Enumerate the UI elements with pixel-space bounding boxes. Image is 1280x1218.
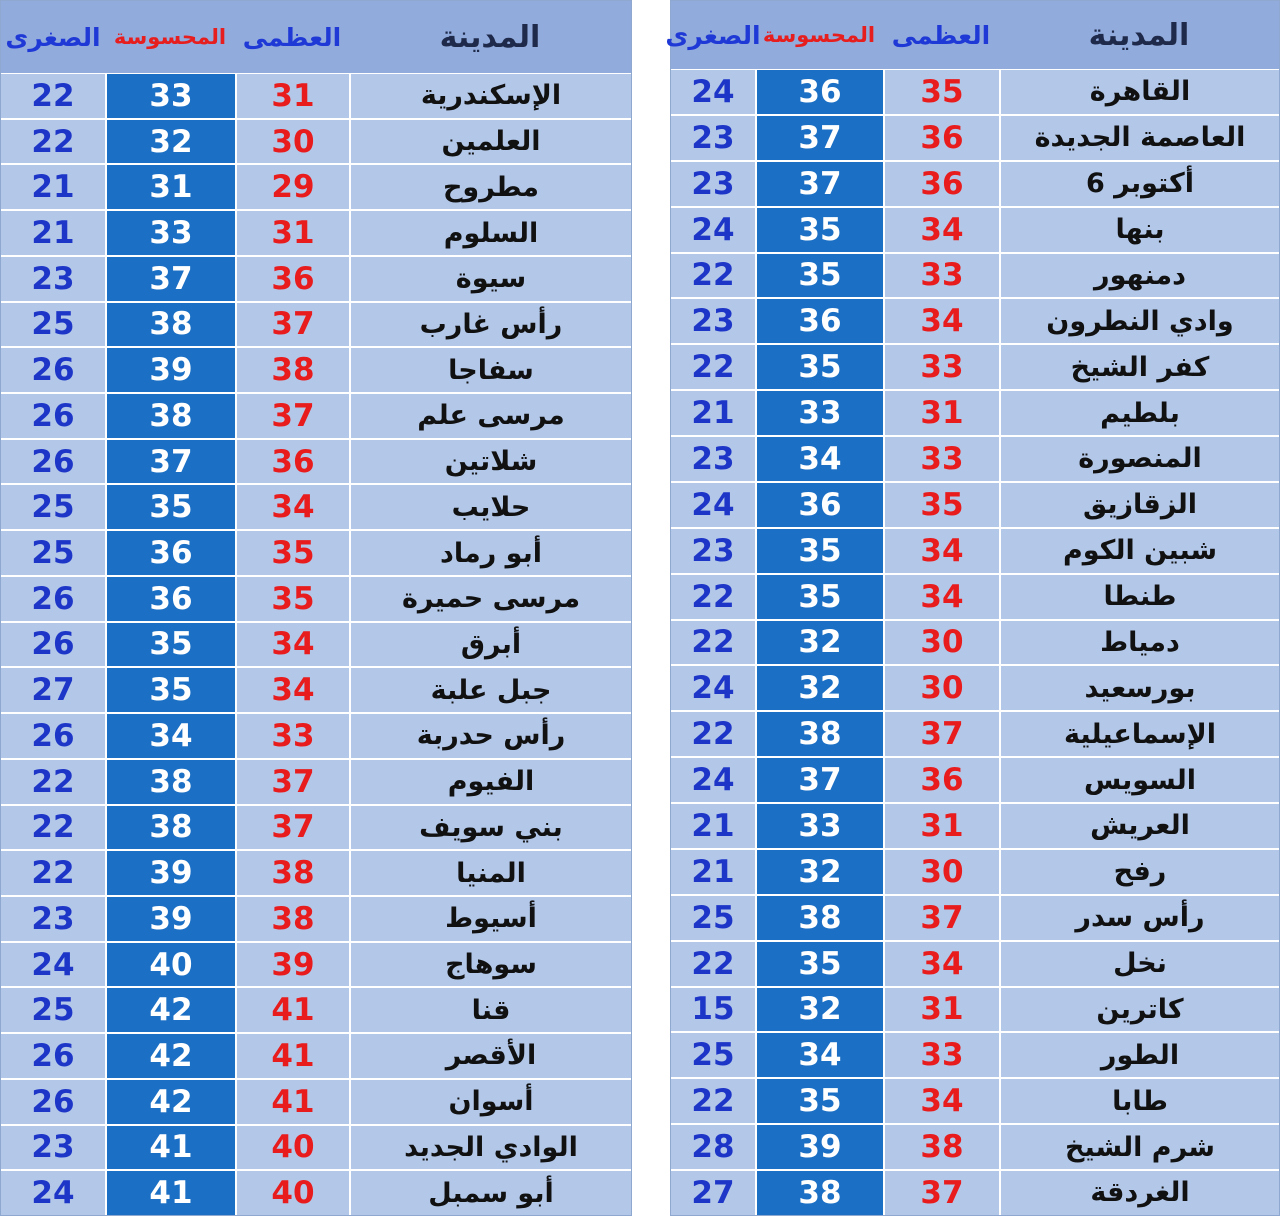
max-temp-cell: 38 (235, 348, 349, 392)
table-row (671, 804, 1279, 850)
max-temp-cell: 36 (235, 257, 349, 301)
table-row (1, 211, 631, 257)
table-row (671, 666, 1279, 712)
right-weather-table (665, 0, 1280, 1216)
table-row (671, 70, 1279, 116)
max-temp-cell: 35 (235, 577, 349, 621)
max-temp-cell: 33 (883, 345, 999, 389)
feels-like-cell: 36 (755, 299, 883, 343)
table-row (1, 1034, 631, 1080)
feels-like-cell: 39 (105, 348, 235, 392)
min-temp-cell: 21 (31, 215, 75, 252)
min-temp-cell: 27 (31, 672, 75, 709)
min-temp-cell: 23 (31, 260, 75, 297)
min-temp-cell: 22 (691, 257, 735, 294)
table-row (671, 391, 1279, 437)
max-temp-cell: 33 (883, 1033, 999, 1077)
table-row (1, 988, 631, 1034)
table-row (1, 668, 631, 714)
city-cell: بلطيم (999, 391, 1279, 435)
city-cell: رأس حدربة (349, 714, 631, 758)
city-cell: الإسماعيلية (999, 712, 1279, 756)
min-temp-cell: 21 (691, 853, 735, 890)
table-body (1, 74, 631, 1215)
min-temp-cell: 22 (31, 855, 75, 892)
table-row (671, 621, 1279, 667)
max-temp-cell: 41 (235, 988, 349, 1032)
min-temp-cell: 22 (691, 716, 735, 753)
feels-like-cell: 36 (755, 483, 883, 527)
table-row (1, 394, 631, 440)
table-row (1, 623, 631, 669)
feels-like-cell: 31 (105, 165, 235, 209)
min-temp-cell: 23 (691, 119, 735, 156)
city-cell: بورسعيد (999, 666, 1279, 710)
city-cell: أبرق (349, 623, 631, 667)
feels-like-cell: 39 (755, 1125, 883, 1169)
min-temp-cell: 21 (31, 169, 75, 206)
feels-like-cell: 39 (105, 851, 235, 895)
max-temp-cell: 35 (883, 70, 999, 114)
feels-like-cell: 39 (105, 897, 235, 941)
city-cell: الطور (999, 1033, 1279, 1077)
feels-like-cell: 32 (755, 666, 883, 710)
max-temp-cell: 30 (883, 666, 999, 710)
max-temp-cell: 31 (235, 211, 349, 255)
max-temp-cell: 38 (883, 1125, 999, 1169)
table-row (671, 254, 1279, 300)
max-temp-cell: 31 (883, 391, 999, 435)
header-city: المدينة (439, 19, 541, 55)
min-temp-cell: 23 (31, 1129, 75, 1166)
feels-like-cell: 33 (755, 391, 883, 435)
feels-like-cell: 37 (755, 116, 883, 160)
feels-like-cell: 34 (105, 714, 235, 758)
min-temp-cell: 25 (31, 306, 75, 343)
feels-like-cell: 36 (755, 70, 883, 114)
table-row (671, 483, 1279, 529)
city-cell: الزقازيق (999, 483, 1279, 527)
min-temp-cell: 26 (31, 626, 75, 663)
min-temp-cell: 26 (31, 717, 75, 754)
min-temp-cell: 25 (31, 489, 75, 526)
table-row (1, 485, 631, 531)
table-row (1, 1171, 631, 1215)
feels-like-cell: 34 (755, 1033, 883, 1077)
city-cell: أسيوط (349, 897, 631, 941)
city-cell: العاصمة الجديدة (999, 116, 1279, 160)
feels-like-cell: 32 (105, 120, 235, 164)
feels-like-cell: 38 (105, 303, 235, 347)
city-cell: وادي النطرون (999, 299, 1279, 343)
feels-like-cell: 35 (755, 529, 883, 573)
table-header (1, 1, 631, 74)
table-row (671, 942, 1279, 988)
max-temp-cell: 41 (235, 1080, 349, 1124)
city-cell: العريش (999, 804, 1279, 848)
city-cell: شرم الشيخ (999, 1125, 1279, 1169)
city-cell: أبو رماد (349, 531, 631, 575)
min-temp-cell: 26 (31, 352, 75, 389)
table-row (1, 303, 631, 349)
max-temp-cell: 34 (883, 208, 999, 252)
feels-like-cell: 40 (105, 943, 235, 987)
min-temp-cell: 23 (691, 165, 735, 202)
city-cell: مطروح (349, 165, 631, 209)
table-row (1, 1126, 631, 1172)
city-cell: بني سويف (349, 806, 631, 850)
max-temp-cell: 35 (235, 531, 349, 575)
min-temp-cell: 22 (691, 945, 735, 982)
city-cell: السويس (999, 758, 1279, 802)
header-city: المدينة (1088, 17, 1190, 53)
feels-like-cell: 32 (755, 988, 883, 1032)
max-temp-cell: 30 (883, 621, 999, 665)
min-temp-cell: 28 (691, 1129, 735, 1166)
max-temp-cell: 33 (883, 254, 999, 298)
max-temp-cell: 34 (883, 575, 999, 619)
table-row (1, 577, 631, 623)
table-row (1, 806, 631, 852)
table-row (671, 1033, 1279, 1079)
table-row (671, 116, 1279, 162)
city-cell: كفر الشيخ (999, 345, 1279, 389)
header-min: الصغرى (5, 22, 101, 52)
table-row (1, 165, 631, 211)
feels-like-cell: 38 (755, 896, 883, 940)
max-temp-cell: 37 (235, 760, 349, 804)
max-temp-cell: 37 (235, 303, 349, 347)
max-temp-cell: 29 (235, 165, 349, 209)
table-header (665, 1, 1279, 70)
max-temp-cell: 37 (235, 394, 349, 438)
min-temp-cell: 23 (31, 900, 75, 937)
feels-like-cell: 35 (755, 254, 883, 298)
city-cell: الوادي الجديد (349, 1126, 631, 1170)
min-temp-cell: 24 (691, 486, 735, 523)
max-temp-cell: 37 (883, 896, 999, 940)
feels-like-cell: 35 (755, 942, 883, 986)
feels-like-cell: 32 (755, 850, 883, 894)
max-temp-cell: 33 (883, 437, 999, 481)
min-temp-cell: 25 (691, 1037, 735, 1074)
table-row (1, 943, 631, 989)
feels-like-cell: 38 (755, 712, 883, 756)
table-row (671, 162, 1279, 208)
feels-like-cell: 41 (105, 1126, 235, 1170)
city-cell: السلوم (349, 211, 631, 255)
min-temp-cell: 24 (31, 946, 75, 983)
city-cell: جبل علبة (349, 668, 631, 712)
min-temp-cell: 22 (691, 624, 735, 661)
table-row (1, 1080, 631, 1126)
feels-like-cell: 35 (105, 668, 235, 712)
feels-like-cell: 38 (105, 806, 235, 850)
feels-like-cell: 37 (755, 162, 883, 206)
header-max: العظمى (891, 20, 991, 50)
max-temp-cell: 34 (883, 529, 999, 573)
city-cell: المنصورة (999, 437, 1279, 481)
city-cell: رأس غارب (349, 303, 631, 347)
city-cell: رفح (999, 850, 1279, 894)
max-temp-cell: 30 (235, 120, 349, 164)
max-temp-cell: 36 (235, 440, 349, 484)
city-cell: دمنهور (999, 254, 1279, 298)
header-feels-like: المحسوسة (762, 23, 876, 47)
min-temp-cell: 24 (691, 670, 735, 707)
min-temp-cell: 22 (691, 1083, 735, 1120)
min-temp-cell: 23 (691, 303, 735, 340)
city-cell: القاهرة (999, 70, 1279, 114)
max-temp-cell: 39 (235, 943, 349, 987)
table-row (671, 850, 1279, 896)
city-cell: دمياط (999, 621, 1279, 665)
min-temp-cell: 22 (691, 578, 735, 615)
feels-like-cell: 37 (105, 257, 235, 301)
table-row (1, 257, 631, 303)
min-temp-cell: 24 (691, 73, 735, 110)
table-row (671, 712, 1279, 758)
min-temp-cell: 25 (691, 899, 735, 936)
max-temp-cell: 40 (235, 1126, 349, 1170)
min-temp-cell: 22 (31, 77, 75, 114)
max-temp-cell: 34 (235, 485, 349, 529)
feels-like-cell: 33 (105, 211, 235, 255)
table-row (1, 531, 631, 577)
city-cell: شبين الكوم (999, 529, 1279, 573)
feels-like-cell: 38 (105, 760, 235, 804)
max-temp-cell: 37 (883, 712, 999, 756)
min-temp-cell: 24 (691, 211, 735, 248)
city-cell: أبو سمبل (349, 1171, 631, 1215)
city-cell: سفاجا (349, 348, 631, 392)
table-row (1, 348, 631, 394)
max-temp-cell: 36 (883, 116, 999, 160)
feels-like-cell: 42 (105, 1080, 235, 1124)
feels-like-cell: 37 (105, 440, 235, 484)
city-cell: نخل (999, 942, 1279, 986)
table-row (1, 120, 631, 166)
table-row (671, 529, 1279, 575)
max-temp-cell: 31 (883, 988, 999, 1032)
min-temp-cell: 26 (31, 1037, 75, 1074)
city-cell: طابا (999, 1079, 1279, 1123)
table-row (1, 897, 631, 943)
feels-like-cell: 37 (755, 758, 883, 802)
min-temp-cell: 26 (31, 443, 75, 480)
feels-like-cell: 42 (105, 988, 235, 1032)
min-temp-cell: 22 (31, 809, 75, 846)
city-cell: 6 أكتوبر (999, 162, 1279, 206)
city-cell: شلاتين (349, 440, 631, 484)
feels-like-cell: 42 (105, 1034, 235, 1078)
table-row (671, 575, 1279, 621)
city-cell: الغردقة (999, 1171, 1279, 1215)
city-cell: قنا (349, 988, 631, 1032)
city-cell: حلايب (349, 485, 631, 529)
min-temp-cell: 15 (691, 991, 735, 1028)
feels-like-cell: 35 (755, 575, 883, 619)
min-temp-cell: 24 (691, 762, 735, 799)
table-row (1, 760, 631, 806)
table-row (671, 896, 1279, 942)
max-temp-cell: 35 (883, 483, 999, 527)
min-temp-cell: 23 (691, 532, 735, 569)
min-temp-cell: 21 (691, 395, 735, 432)
min-temp-cell: 26 (31, 580, 75, 617)
max-temp-cell: 34 (235, 668, 349, 712)
max-temp-cell: 34 (883, 942, 999, 986)
header-min: الصغرى (665, 20, 761, 50)
feels-like-cell: 35 (105, 623, 235, 667)
min-temp-cell: 25 (31, 992, 75, 1029)
max-temp-cell: 36 (883, 758, 999, 802)
table-row (671, 1171, 1279, 1215)
table-row (671, 758, 1279, 804)
feels-like-cell: 35 (755, 1079, 883, 1123)
min-temp-cell: 27 (691, 1174, 735, 1211)
city-cell: بنها (999, 208, 1279, 252)
table-row (1, 440, 631, 486)
max-temp-cell: 34 (235, 623, 349, 667)
city-cell: رأس سدر (999, 896, 1279, 940)
feels-like-cell: 38 (105, 394, 235, 438)
table-row (1, 851, 631, 897)
feels-like-cell: 36 (105, 531, 235, 575)
city-cell: طنطا (999, 575, 1279, 619)
table-row (1, 714, 631, 760)
city-cell: مرسى علم (349, 394, 631, 438)
min-temp-cell: 26 (31, 1083, 75, 1120)
max-temp-cell: 37 (235, 806, 349, 850)
max-temp-cell: 34 (883, 299, 999, 343)
table-row (671, 1079, 1279, 1125)
max-temp-cell: 36 (883, 162, 999, 206)
max-temp-cell: 37 (883, 1171, 999, 1215)
header-feels-like: المحسوسة (113, 25, 227, 49)
header-max: العظمى (242, 22, 342, 52)
min-temp-cell: 21 (691, 807, 735, 844)
city-cell: الأقصر (349, 1034, 631, 1078)
city-cell: المنيا (349, 851, 631, 895)
city-cell: كاترين (999, 988, 1279, 1032)
table-row (671, 299, 1279, 345)
max-temp-cell: 38 (235, 851, 349, 895)
max-temp-cell: 31 (883, 804, 999, 848)
table-row (671, 437, 1279, 483)
table-row (1, 74, 631, 120)
min-temp-cell: 22 (31, 763, 75, 800)
feels-like-cell: 38 (755, 1171, 883, 1215)
max-temp-cell: 34 (883, 1079, 999, 1123)
min-temp-cell: 23 (691, 440, 735, 477)
table-row (671, 988, 1279, 1034)
min-temp-cell: 25 (31, 535, 75, 572)
table-row (671, 345, 1279, 391)
city-cell: أسوان (349, 1080, 631, 1124)
city-cell: الفيوم (349, 760, 631, 804)
feels-like-cell: 33 (755, 804, 883, 848)
city-cell: سوهاج (349, 943, 631, 987)
city-cell: مرسى حميرة (349, 577, 631, 621)
table-body (671, 70, 1279, 1215)
feels-like-cell: 32 (755, 621, 883, 665)
city-cell: العلمين (349, 120, 631, 164)
max-temp-cell: 30 (883, 850, 999, 894)
feels-like-cell: 35 (755, 208, 883, 252)
min-temp-cell: 22 (31, 123, 75, 160)
max-temp-cell: 40 (235, 1171, 349, 1215)
max-temp-cell: 31 (235, 74, 349, 118)
feels-like-cell: 35 (105, 485, 235, 529)
table-row (671, 1125, 1279, 1171)
feels-like-cell: 33 (105, 74, 235, 118)
feels-like-cell: 41 (105, 1171, 235, 1215)
max-temp-cell: 33 (235, 714, 349, 758)
feels-like-cell: 34 (755, 437, 883, 481)
max-temp-cell: 38 (235, 897, 349, 941)
table-row (671, 208, 1279, 254)
min-temp-cell: 24 (31, 1175, 75, 1212)
feels-like-cell: 35 (755, 345, 883, 389)
city-cell: سيوة (349, 257, 631, 301)
feels-like-cell: 36 (105, 577, 235, 621)
city-cell: الإسكندرية (349, 74, 631, 118)
max-temp-cell: 41 (235, 1034, 349, 1078)
left-weather-table (0, 0, 632, 1216)
min-temp-cell: 22 (691, 349, 735, 386)
min-temp-cell: 26 (31, 397, 75, 434)
